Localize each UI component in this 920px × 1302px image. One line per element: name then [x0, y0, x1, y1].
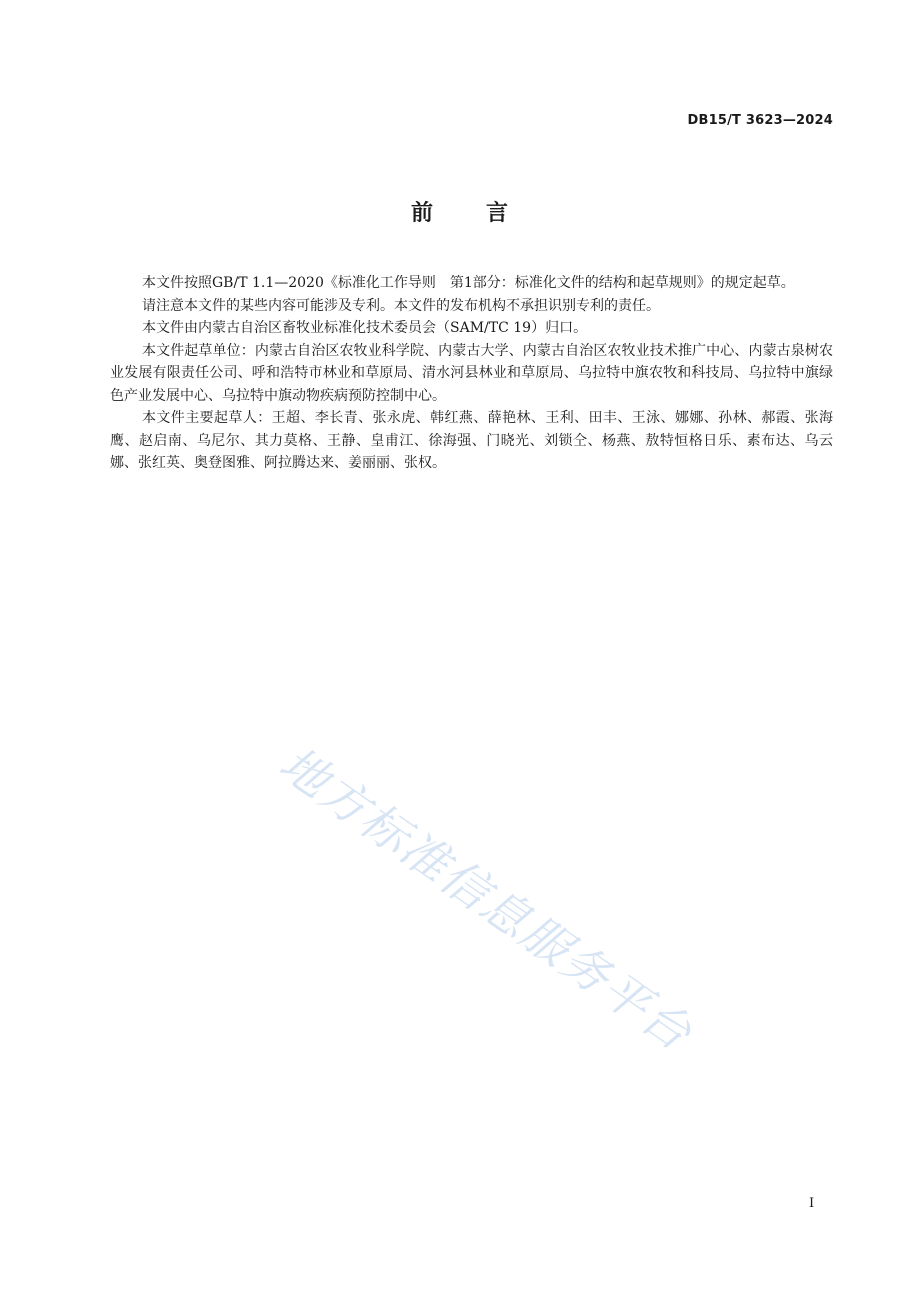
page-number: I	[809, 1196, 815, 1211]
foreword-body	[110, 272, 833, 475]
standard-code: DB15/T 3623—2024	[687, 113, 833, 128]
paragraph-patent-notice: 请注意本文件的某些内容可能涉及专利。本文件的发布机构不承担识别专利的责任。	[142, 297, 660, 314]
title-char-2: 言	[486, 201, 510, 226]
watermark: 地方标准信息服务平台	[269, 736, 703, 1063]
paragraph-committee: 本文件由内蒙古自治区畜牧业标准化技术委员会（SAM/TC 19）归口。	[142, 320, 588, 336]
paragraph-drafters: 本文件主要起草人：王超、李长青、张永虎、韩红燕、薛艳林、王利、田丰、王泳、娜娜、孙林、郝霞、张海鹰、赵启南、乌尼尔、其力莫格、王静、皇甫江、徐海强、门晓光、刘锁仝、杨燕、敖特恒格日乐、素布达、乌云娜、张红英、奥登图雅、阿拉腾达来、姜丽丽、张权。	[110, 410, 833, 471]
page-title	[0, 196, 920, 227]
title-char-1: 前	[410, 201, 434, 226]
paragraph-drafting-units: 本文件起草单位：内蒙古自治区农牧业科学院、内蒙古大学、内蒙古自治区农牧业技术推广中心、内蒙古泉树农业发展有限责任公司、呼和浩特市林业和草原局、清水河县林业和草原局、乌拉特中旗农牧和科技局、乌拉特中旗绿色产业发展中心、乌拉特中旗动物疾病预防控制中心。	[110, 342, 833, 404]
paragraph-drafting-rules: 本文件按照GB/T 1.1—2020《标准化工作导则 第1部分：标准化文件的结构和起草规则》的规定起草。	[142, 275, 795, 291]
